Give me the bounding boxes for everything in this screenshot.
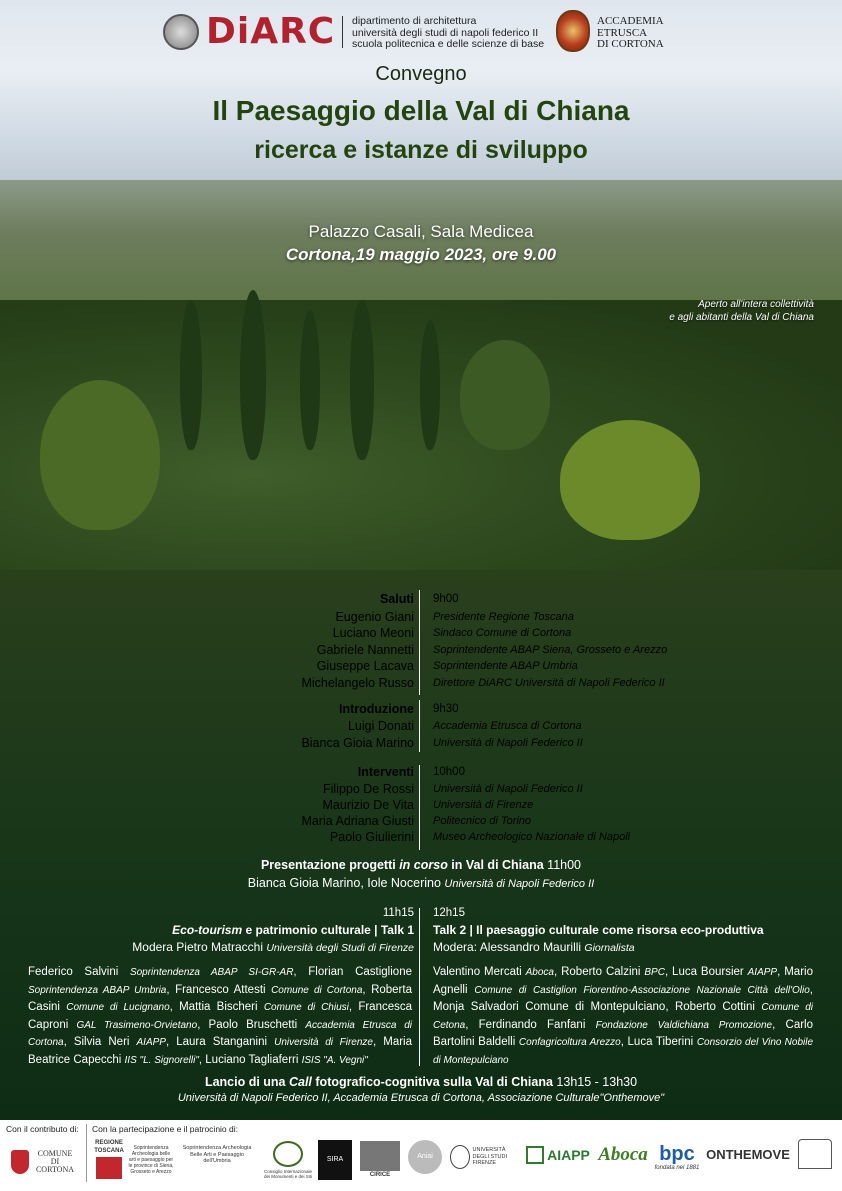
- open-note: [669, 298, 814, 324]
- soprintendenza-umbria-logo: Soprintendenza Archeologia Belle Arti e Paesaggio dell'Umbria: [182, 1145, 252, 1165]
- lancio-post: fotografico-cognitiva sulla Val di Chiana: [311, 1075, 553, 1089]
- aboca-logo: Aboca: [598, 1144, 648, 1165]
- speaker-row: [0, 781, 842, 797]
- bush-icon: [460, 340, 550, 450]
- speaker-name: , Florian Castiglione: [293, 966, 412, 978]
- icomos-emblem-icon: [273, 1141, 303, 1167]
- accademia-etrusca-name: [597, 16, 664, 51]
- speaker-affiliation: Confagricoltura Arezzo: [518, 1037, 621, 1048]
- talk1-moderator-aff: Università degli Studi di Firenze: [266, 942, 414, 954]
- talk1-time: 11h15: [382, 907, 414, 919]
- speaker-name: , Roberta Casini: [28, 983, 412, 1013]
- talk1-title-em: Eco-tourism: [172, 923, 243, 937]
- etrusca-line: ACCADEMIA: [597, 15, 664, 27]
- speaker-name: Valentino Mercati: [433, 966, 526, 978]
- speaker-row: [0, 625, 842, 641]
- section-label: Saluti: [379, 592, 414, 606]
- talk2-title: Talk 2 | Il paesaggio culturale come risorsa eco-produttiva: [433, 923, 764, 937]
- speaker-name: , Roberto Cottini: [665, 1001, 762, 1013]
- aniai-logo: Aniai: [408, 1140, 442, 1174]
- speaker-affiliation: Comune di Castiglion Fiorentino-Associazione Nazionale Città dell'Olio: [474, 984, 810, 996]
- speaker-name: , Francesca Caproni: [28, 1001, 413, 1031]
- speaker-affiliation: Aboca: [525, 967, 554, 978]
- speaker-name: , Luca Boursier: [664, 966, 748, 978]
- patron-label: Con la partecipazione e il patrocinio di:: [92, 1124, 239, 1134]
- aiapp-name: AIAPP: [547, 1147, 590, 1163]
- etrusca-line: ETRUSCA: [597, 26, 648, 39]
- regione-toscana-logo: [92, 1136, 126, 1182]
- open-note-line: e agli abitanti della Val di Chiana: [669, 312, 814, 323]
- cortona-crest-icon: [11, 1150, 29, 1174]
- presentazione-speakers: [0, 876, 842, 890]
- presentazione-em: in corso: [399, 858, 448, 872]
- speaker-role: Soprintendente ABAP Siena, Grosseto e Arezzo: [433, 644, 668, 656]
- speaker-affiliation: AIAPP: [747, 967, 778, 978]
- speaker-name: Maria Adriana Giusti: [301, 814, 414, 828]
- speaker-name: , Francesco Attesti: [166, 983, 272, 996]
- speaker-name: , Paolo Bruschetti: [197, 1018, 306, 1031]
- section-time: 9h00: [433, 593, 459, 605]
- speaker-role: Università di Napoli Federico II: [433, 783, 583, 795]
- bush-icon: [40, 380, 160, 530]
- consiglio-monumenti-logo: [262, 1136, 314, 1184]
- speaker-role: Università di Firenze: [433, 799, 534, 811]
- talk2-moderator: [433, 940, 635, 954]
- speaker-name: Eugenio Giani: [335, 610, 414, 624]
- program-divider: [419, 908, 420, 1066]
- speaker-affiliation: Comune di Lucignano: [66, 1002, 170, 1013]
- church-building-icon: [798, 1139, 832, 1169]
- presentazione-names: Bianca Gioia Marino, Iole Nocerino: [247, 876, 441, 890]
- dept-line: scuola politecnica e delle scienze di base: [352, 38, 545, 50]
- onthemove-logo: ONTHEMOVE: [706, 1147, 790, 1162]
- bpc-name: bpc: [659, 1143, 695, 1165]
- speaker-role: Sindaco Comune di Cortona: [433, 627, 572, 639]
- section-time: 9h30: [433, 703, 459, 715]
- speaker-affiliation: Accademia Etrusca di Cortona: [28, 1019, 413, 1048]
- lancio-aff: Università di Napoli Federico II, Accademia Etrusca di Cortona, Associazione Culturale"Onthemove": [177, 1092, 665, 1104]
- speaker-name: , Ferdinando Fanfani: [465, 1018, 596, 1031]
- speaker-role: Università di Napoli Federico II: [433, 737, 583, 749]
- presentazione-time: 11h00: [547, 858, 582, 872]
- speaker-row: [0, 797, 842, 813]
- speaker-affiliation: Comune di Chiusi: [263, 1002, 349, 1013]
- lancio-pre: Lancio di una: [204, 1075, 289, 1089]
- speaker-row: [0, 675, 842, 691]
- speaker-affiliation: AIAPP: [136, 1037, 166, 1048]
- speaker-row: [0, 813, 842, 829]
- speaker-affiliation: Comune di Cetona: [433, 1002, 814, 1031]
- event-subtitle: ricerca e istanze di sviluppo: [254, 136, 588, 164]
- speaker-name: , Luca Tiberini: [620, 1036, 697, 1048]
- speaker-name: , Roberto Calzini: [554, 966, 645, 978]
- presentazione-aff: Università di Napoli Federico II: [444, 878, 595, 890]
- speaker-name: , Carlo Bartolini Baldelli: [433, 1018, 814, 1048]
- regione-name: REGIONE TOSCANA: [94, 1140, 124, 1154]
- speaker-row: [0, 658, 842, 674]
- speaker-role: Soprintendente ABAP Umbria: [433, 660, 578, 672]
- lancio-title: [0, 1075, 842, 1089]
- sira-logo: SIRA: [318, 1140, 352, 1180]
- contrib-label: Con il contributo di:: [6, 1124, 79, 1134]
- talk1-speakers: [28, 964, 412, 1069]
- introduzione-header: [0, 701, 842, 717]
- section-label: Introduzione: [339, 702, 414, 716]
- speaker-name: Michelangelo Russo: [301, 676, 414, 690]
- saluti-header: [0, 591, 842, 607]
- cirice-name: CIRICE: [369, 1172, 391, 1178]
- department-name: [352, 16, 544, 51]
- event-venue: Palazzo Casali, Sala Medicea: [308, 222, 534, 241]
- speaker-name: Paolo Giulierini: [329, 830, 414, 844]
- speaker-role: Museo Archeologico Nazionale di Napoli: [433, 831, 631, 843]
- speaker-role: Accademia Etrusca di Cortona: [433, 720, 582, 732]
- talk2-speakers: [433, 964, 813, 1069]
- cirice-logo: [356, 1136, 404, 1184]
- speaker-name: Federico Salvini: [28, 966, 130, 978]
- diarc-logo: DiARC: [206, 11, 336, 52]
- speaker-name: Comune di Montepulciano: [525, 1001, 666, 1013]
- talk1-moderator: [132, 940, 414, 954]
- federico-ii-seal-icon: [163, 14, 199, 50]
- bpc-logo: [650, 1138, 704, 1178]
- speaker-name: Giuseppe Lacava: [316, 659, 414, 673]
- speaker-affiliation: Università di Firenze: [274, 1037, 373, 1048]
- cypress-tree-icon: [300, 310, 320, 450]
- presentazione-title: [0, 858, 842, 872]
- aiapp-square-icon: [526, 1146, 544, 1164]
- dept-line: università degli studi di napoli federico II: [352, 26, 539, 39]
- speaker-affiliation: BPC: [644, 967, 665, 978]
- talk2-moderator-aff: Giornalista: [584, 942, 635, 954]
- speaker-role: Politecnico di Torino: [433, 815, 532, 827]
- speaker-affiliation: Comune di Cortona: [271, 984, 363, 996]
- unifi-name: UNIVERSITÀ DEGLI STUDI FIRENZE: [472, 1147, 508, 1167]
- section-label: Interventi: [357, 765, 414, 779]
- unifi-logo: [446, 1140, 516, 1174]
- speaker-name: Filippo De Rossi: [322, 782, 414, 796]
- interventi-header: [0, 764, 842, 780]
- bpc-sub: fondata nel 1881: [654, 1165, 700, 1171]
- presentazione-pre: Presentazione progetti: [260, 858, 400, 872]
- speaker-affiliation: Fondazione Valdichiana Promozione: [595, 1019, 773, 1031]
- speaker-affiliation: ISIS "A. Vegni": [301, 1054, 368, 1066]
- lancio-em: Call: [288, 1075, 312, 1089]
- etrusca-line: DI CORTONA: [597, 38, 664, 50]
- accademia-etrusca-crest-icon: [556, 10, 590, 52]
- speaker-row: [0, 718, 842, 734]
- speaker-name: , Luciano Tagliaferri: [198, 1053, 302, 1066]
- speaker-name: , Mattia Bischeri: [169, 1001, 264, 1013]
- speaker-name: Gabriele Nannetti: [316, 643, 414, 657]
- speaker-affiliation: Soprintendenza ABAP Umbria: [28, 984, 167, 996]
- speaker-name: , Laura Stanganini: [165, 1036, 275, 1048]
- speaker-row: [0, 829, 842, 845]
- cirice-engraving-icon: [360, 1141, 400, 1171]
- consiglio-name: Consiglio Internazionale dei Monumenti e dei Siti: [263, 1169, 313, 1179]
- header-divider: [342, 16, 343, 48]
- presentazione-post: in Val di Chiana: [447, 858, 544, 872]
- lancio-time: 13h15 - 13h30: [556, 1075, 638, 1089]
- speaker-role: Presidente Regione Toscana: [433, 611, 574, 623]
- comune-name: COMUNE DI CORTONA: [35, 1149, 75, 1174]
- speaker-name: Maurizio De Vita: [322, 798, 414, 812]
- talk1-moderator-label: Modera Pietro Matracchi: [132, 940, 263, 954]
- open-note-line: Aperto all'intera collettività: [698, 299, 814, 310]
- speaker-affiliation: Consorzio del Vino Nobile di Montepulciano: [433, 1037, 814, 1066]
- speaker-name: , Maria Beatrice Capecchi: [28, 1036, 412, 1066]
- speaker-name: Luigi Donati: [347, 719, 414, 733]
- event-date: Cortona,19 maggio 2023, ore 9.00: [285, 245, 557, 264]
- talk1-title-rest: e patrimonio culturale | Talk 1: [242, 923, 414, 937]
- footer-divider: [86, 1124, 87, 1182]
- cypress-tree-icon: [420, 320, 440, 450]
- comune-cortona-logo: [6, 1144, 82, 1180]
- speaker-name: , Silvia Neri: [63, 1036, 137, 1048]
- header: [0, 6, 842, 58]
- speaker-row: [0, 609, 842, 625]
- pegasus-icon: [96, 1157, 122, 1179]
- unifi-seal-icon: [450, 1145, 470, 1169]
- section-time: 10h00: [433, 766, 465, 778]
- church-logo: [794, 1134, 836, 1174]
- event-kind: Convegno: [375, 63, 467, 85]
- speaker-affiliation: IIS "L. Signorelli": [124, 1054, 199, 1066]
- talk1-title: [172, 923, 414, 937]
- cypress-tree-icon: [240, 290, 266, 460]
- cypress-tree-icon: [350, 300, 374, 460]
- event-title: Il Paesaggio della Val di Chiana: [212, 95, 630, 126]
- speaker-name: , Mario Agnelli: [433, 966, 813, 996]
- cypress-tree-icon: [180, 300, 202, 450]
- dept-line: dipartimento di architettura: [352, 15, 477, 27]
- speaker-affiliation: GAL Trasimeno-Orvietano: [76, 1019, 198, 1031]
- bush-icon: [560, 420, 700, 540]
- speaker-name: , Monja Salvadori: [433, 983, 813, 1013]
- speaker-name: Bianca Gioia Marino: [301, 736, 414, 750]
- aiapp-logo: [520, 1140, 596, 1170]
- speaker-role: Direttore DiARC Università di Napoli Federico II: [433, 677, 665, 689]
- speaker-row: [0, 642, 842, 658]
- speaker-affiliation: Soprintendenza ABAP SI-GR-AR: [129, 967, 294, 978]
- speaker-row: [0, 735, 842, 751]
- talk2-moderator-label: Modera: Alessandro Maurilli: [433, 940, 582, 954]
- talk2-time: 12h15: [433, 907, 465, 919]
- soprintendenza-siena-logo: Soprintendenza Archeologia belle arti e paesaggio per le province di Siena, Grosseto e Arezzo: [128, 1145, 174, 1175]
- speaker-name: Luciano Meoni: [332, 626, 414, 640]
